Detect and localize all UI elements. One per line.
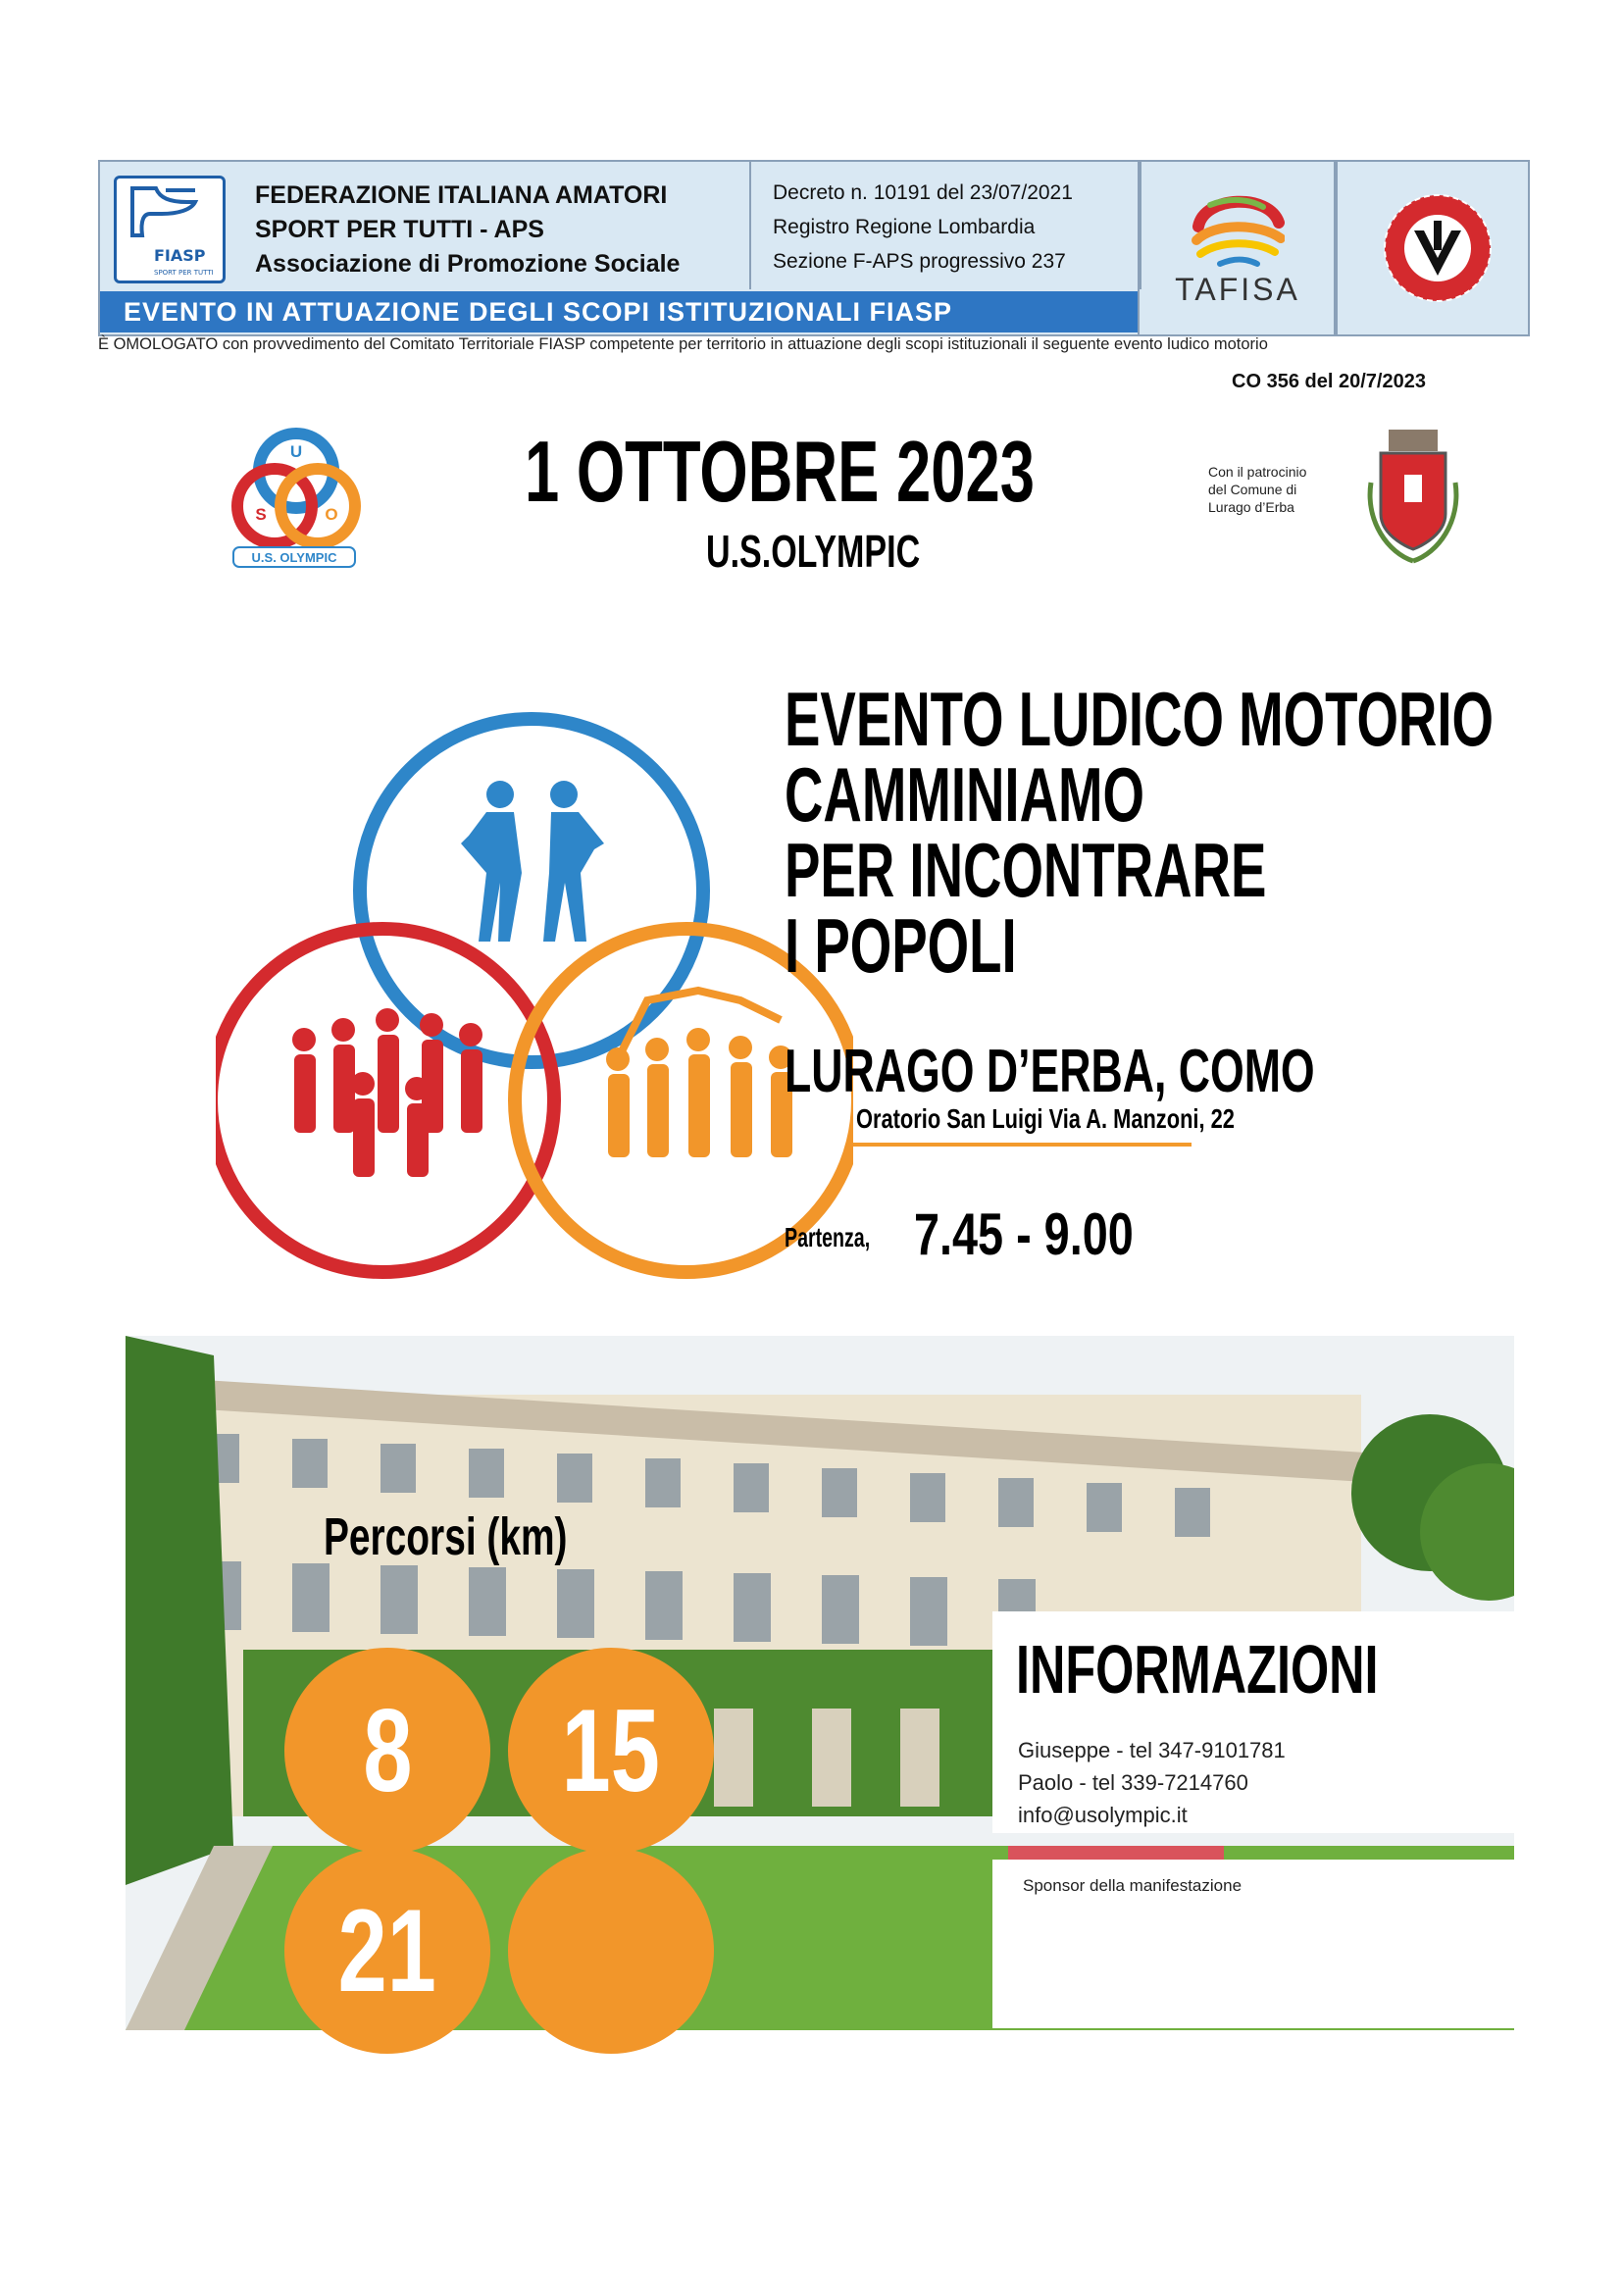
event-date: 1 OTTOBRE 2023 — [525, 423, 1035, 520]
us-olympic-logo — [226, 422, 363, 569]
logo-club-label: U.S. OLYMPIC — [251, 550, 337, 565]
routes-title: Percorsi (km) — [324, 1507, 568, 1566]
federation-line-2: SPORT PER TUTTI - APS — [255, 216, 544, 243]
institutional-banner: EVENTO IN ATTUAZIONE DEGLI SCOPI ISTITUZIONALI FIASP — [100, 291, 1138, 332]
federation-cell — [100, 162, 749, 289]
route-distance-value: 15 — [561, 1685, 661, 1816]
federation-line-3: Associazione di Promozione Sociale — [255, 250, 681, 278]
event-title-line-1: EVENTO LUDICO MOTORIO — [785, 676, 1495, 762]
dancers-silhouette-icon — [461, 781, 604, 942]
omologation-code: CO 356 del 20/7/2023 — [1232, 371, 1426, 392]
fiasp-logo-sub: SPORT PER TUTTI — [154, 269, 214, 277]
contact-paolo: Paolo - tel 339-7214760 — [1018, 1770, 1248, 1795]
tafisa-cell — [1138, 162, 1338, 334]
event-title-line-4: I POPOLI — [785, 902, 1017, 989]
logo-letter-o: O — [325, 505, 338, 524]
patronage-line-1: Con il patrocinio — [1208, 464, 1307, 480]
club-name: U.S.OLYMPIC — [706, 526, 921, 577]
contact-giuseppe: Giuseppe - tel 347-9101781 — [1018, 1738, 1286, 1762]
fiasp-logo-label: FIASP — [154, 246, 206, 265]
municipal-crest-icon — [1359, 424, 1467, 571]
route-distance-21 — [284, 1848, 490, 2054]
decree-cell — [749, 162, 1141, 289]
federation-line-1: FEDERAZIONE ITALIANA AMATORI — [255, 181, 668, 209]
fiasp-foot-icon — [127, 184, 211, 241]
logo-letter-s: S — [255, 505, 267, 524]
sponsor-label: Sponsor della manifestazione — [1023, 1876, 1243, 1895]
route-distance-value: 8 — [362, 1685, 413, 1816]
route-distance-empty — [508, 1848, 714, 2054]
route-distance-value: 21 — [337, 1885, 437, 2016]
patronage-line-2: del Comune di — [1208, 482, 1297, 497]
decree-line-1: Decreto n. 10191 del 23/07/2021 — [773, 181, 1073, 204]
event-address: Oratorio San Luigi Via A. Manzoni, 22 — [856, 1103, 1235, 1134]
tafisa-logo-icon — [1191, 183, 1285, 268]
departure-time: 7.45 - 9.00 — [914, 1201, 1134, 1267]
tafisa-label: TAFISA — [1175, 272, 1300, 307]
decree-line-3: Sezione F-APS progressivo 237 — [773, 250, 1066, 273]
contact-email[interactable]: info@usolympic.it — [1018, 1803, 1188, 1827]
event-title-line-3: PER INCONTRARE — [785, 827, 1267, 913]
omologation-notice: È OMOLOGATO con provvedimento del Comitato Territoriale FIASP competente per territorio in attuazione degli scopi istituzionali il seguente evento ludico motorio — [98, 335, 1268, 353]
route-distance-15 — [508, 1648, 714, 1854]
info-title: INFORMAZIONI — [1016, 1631, 1379, 1708]
fiasp-logo — [114, 176, 226, 283]
patronage-text — [1208, 463, 1336, 516]
route-distance-8 — [284, 1648, 490, 1854]
olympic-rings-graphic — [216, 696, 853, 1295]
address-underline — [853, 1143, 1192, 1147]
ivv-logo-icon — [1381, 191, 1495, 305]
logo-letter-u: U — [289, 442, 303, 461]
people-circle-silhouette-icon — [292, 1008, 482, 1177]
patronage-line-3: Lurago d’Erba — [1208, 499, 1294, 515]
departure-label: Partenza, — [785, 1222, 871, 1252]
event-location: LURAGO D’ERBA, COMO — [785, 1038, 1315, 1105]
fiasp-header — [98, 160, 1530, 336]
cheering-people-silhouette-icon — [606, 991, 792, 1157]
decree-line-2: Registro Regione Lombardia — [773, 216, 1036, 238]
event-title-line-2: CAMMINIAMO — [785, 751, 1144, 838]
ivv-cell — [1334, 162, 1528, 334]
